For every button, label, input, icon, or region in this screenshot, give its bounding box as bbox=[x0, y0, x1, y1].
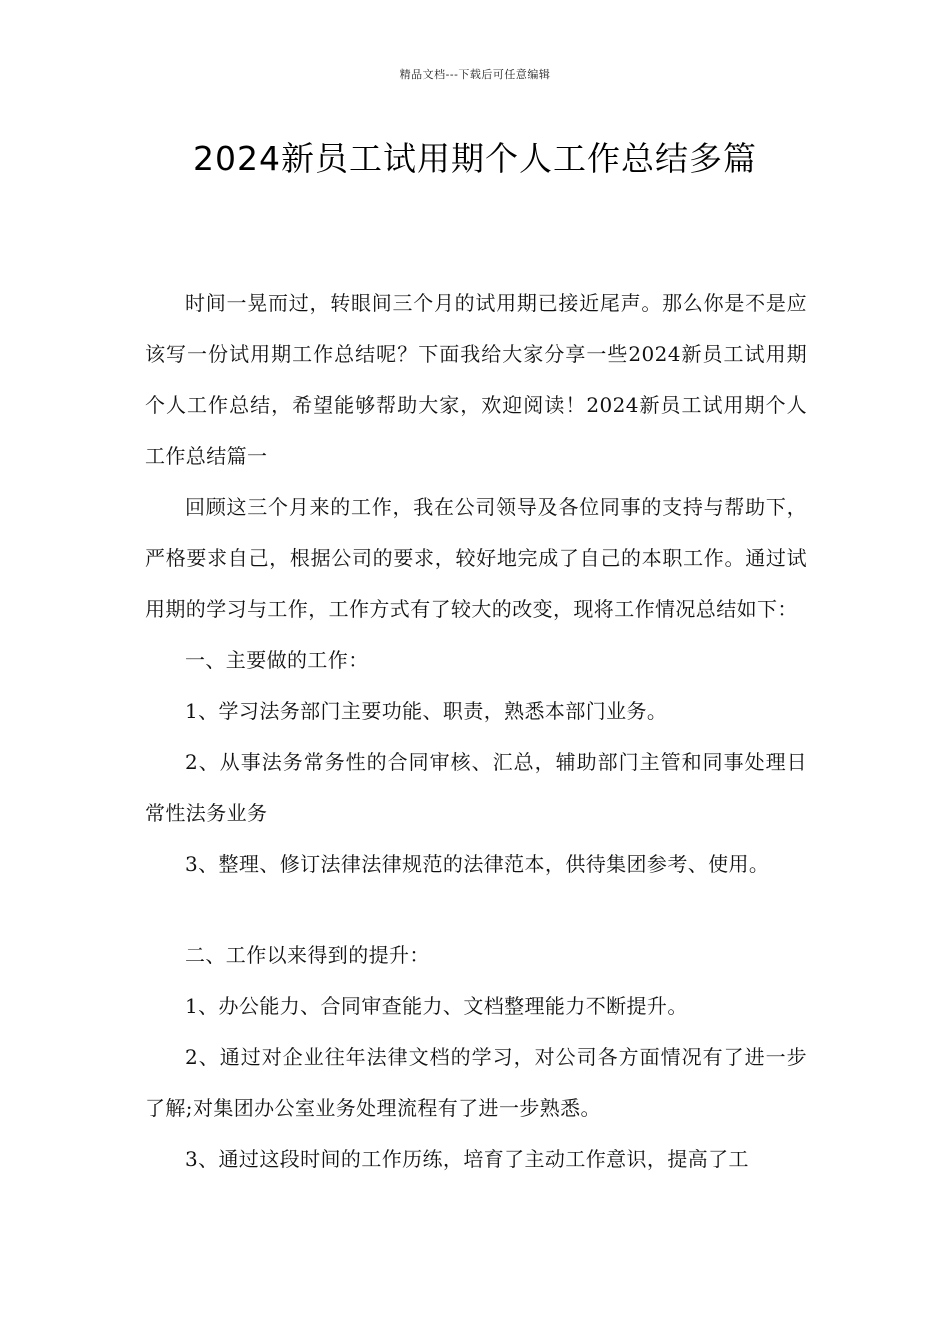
list-item: 1、办公能力、合同审查能力、文档整理能力不断提升。 bbox=[185, 994, 688, 1018]
list-item: 2、通过对企业往年法律文档的学习，对公司各方面情况有了进一步了解;对集团办公室业务处理流程有了进一步熟悉。 bbox=[145, 1045, 807, 1120]
document-body bbox=[145, 278, 807, 1185]
header-note: 精品文档---下载后可任意编辑 bbox=[399, 68, 551, 81]
list-item: 1、学习法务部门主要功能、职责，熟悉本部门业务。 bbox=[185, 699, 668, 723]
section-heading-main-work: 一、主要做的工作： bbox=[185, 648, 369, 672]
list-item: 3、整理、修订法律法律规范的法律范本，供待集团参考、使用。 bbox=[185, 852, 770, 876]
list-item: 3、通过这段时间的工作历练，培育了主动工作意识，提高了工 bbox=[185, 1147, 749, 1171]
paragraph-intro: 时间一晃而过，转眼间三个月的试用期已接近尾声。那么你是不是应该写一份试用期工作总结呢？下面我给大家分享一些2024新员工试用期个人工作总结，希望能够帮助大家，欢迎阅读！2024新员工试用期个人工作总结篇一 bbox=[145, 291, 807, 468]
paragraph-review: 回顾这三个月来的工作，我在公司领导及各位同事的支持与帮助下，严格要求自己，根据公司的要求，较好地完成了自己的本职工作。通过试用期的学习与工作，工作方式有了较大的改变，现将工作情况总结如下： bbox=[145, 495, 807, 621]
list-item: 2、从事法务常务性的合同审核、汇总，辅助部门主管和同事处理日常性法务业务 bbox=[145, 750, 807, 825]
document-title: 2024新员工试用期个人工作总结多篇 bbox=[193, 139, 757, 178]
section-heading-improvement: 二、工作以来得到的提升： bbox=[185, 943, 430, 967]
